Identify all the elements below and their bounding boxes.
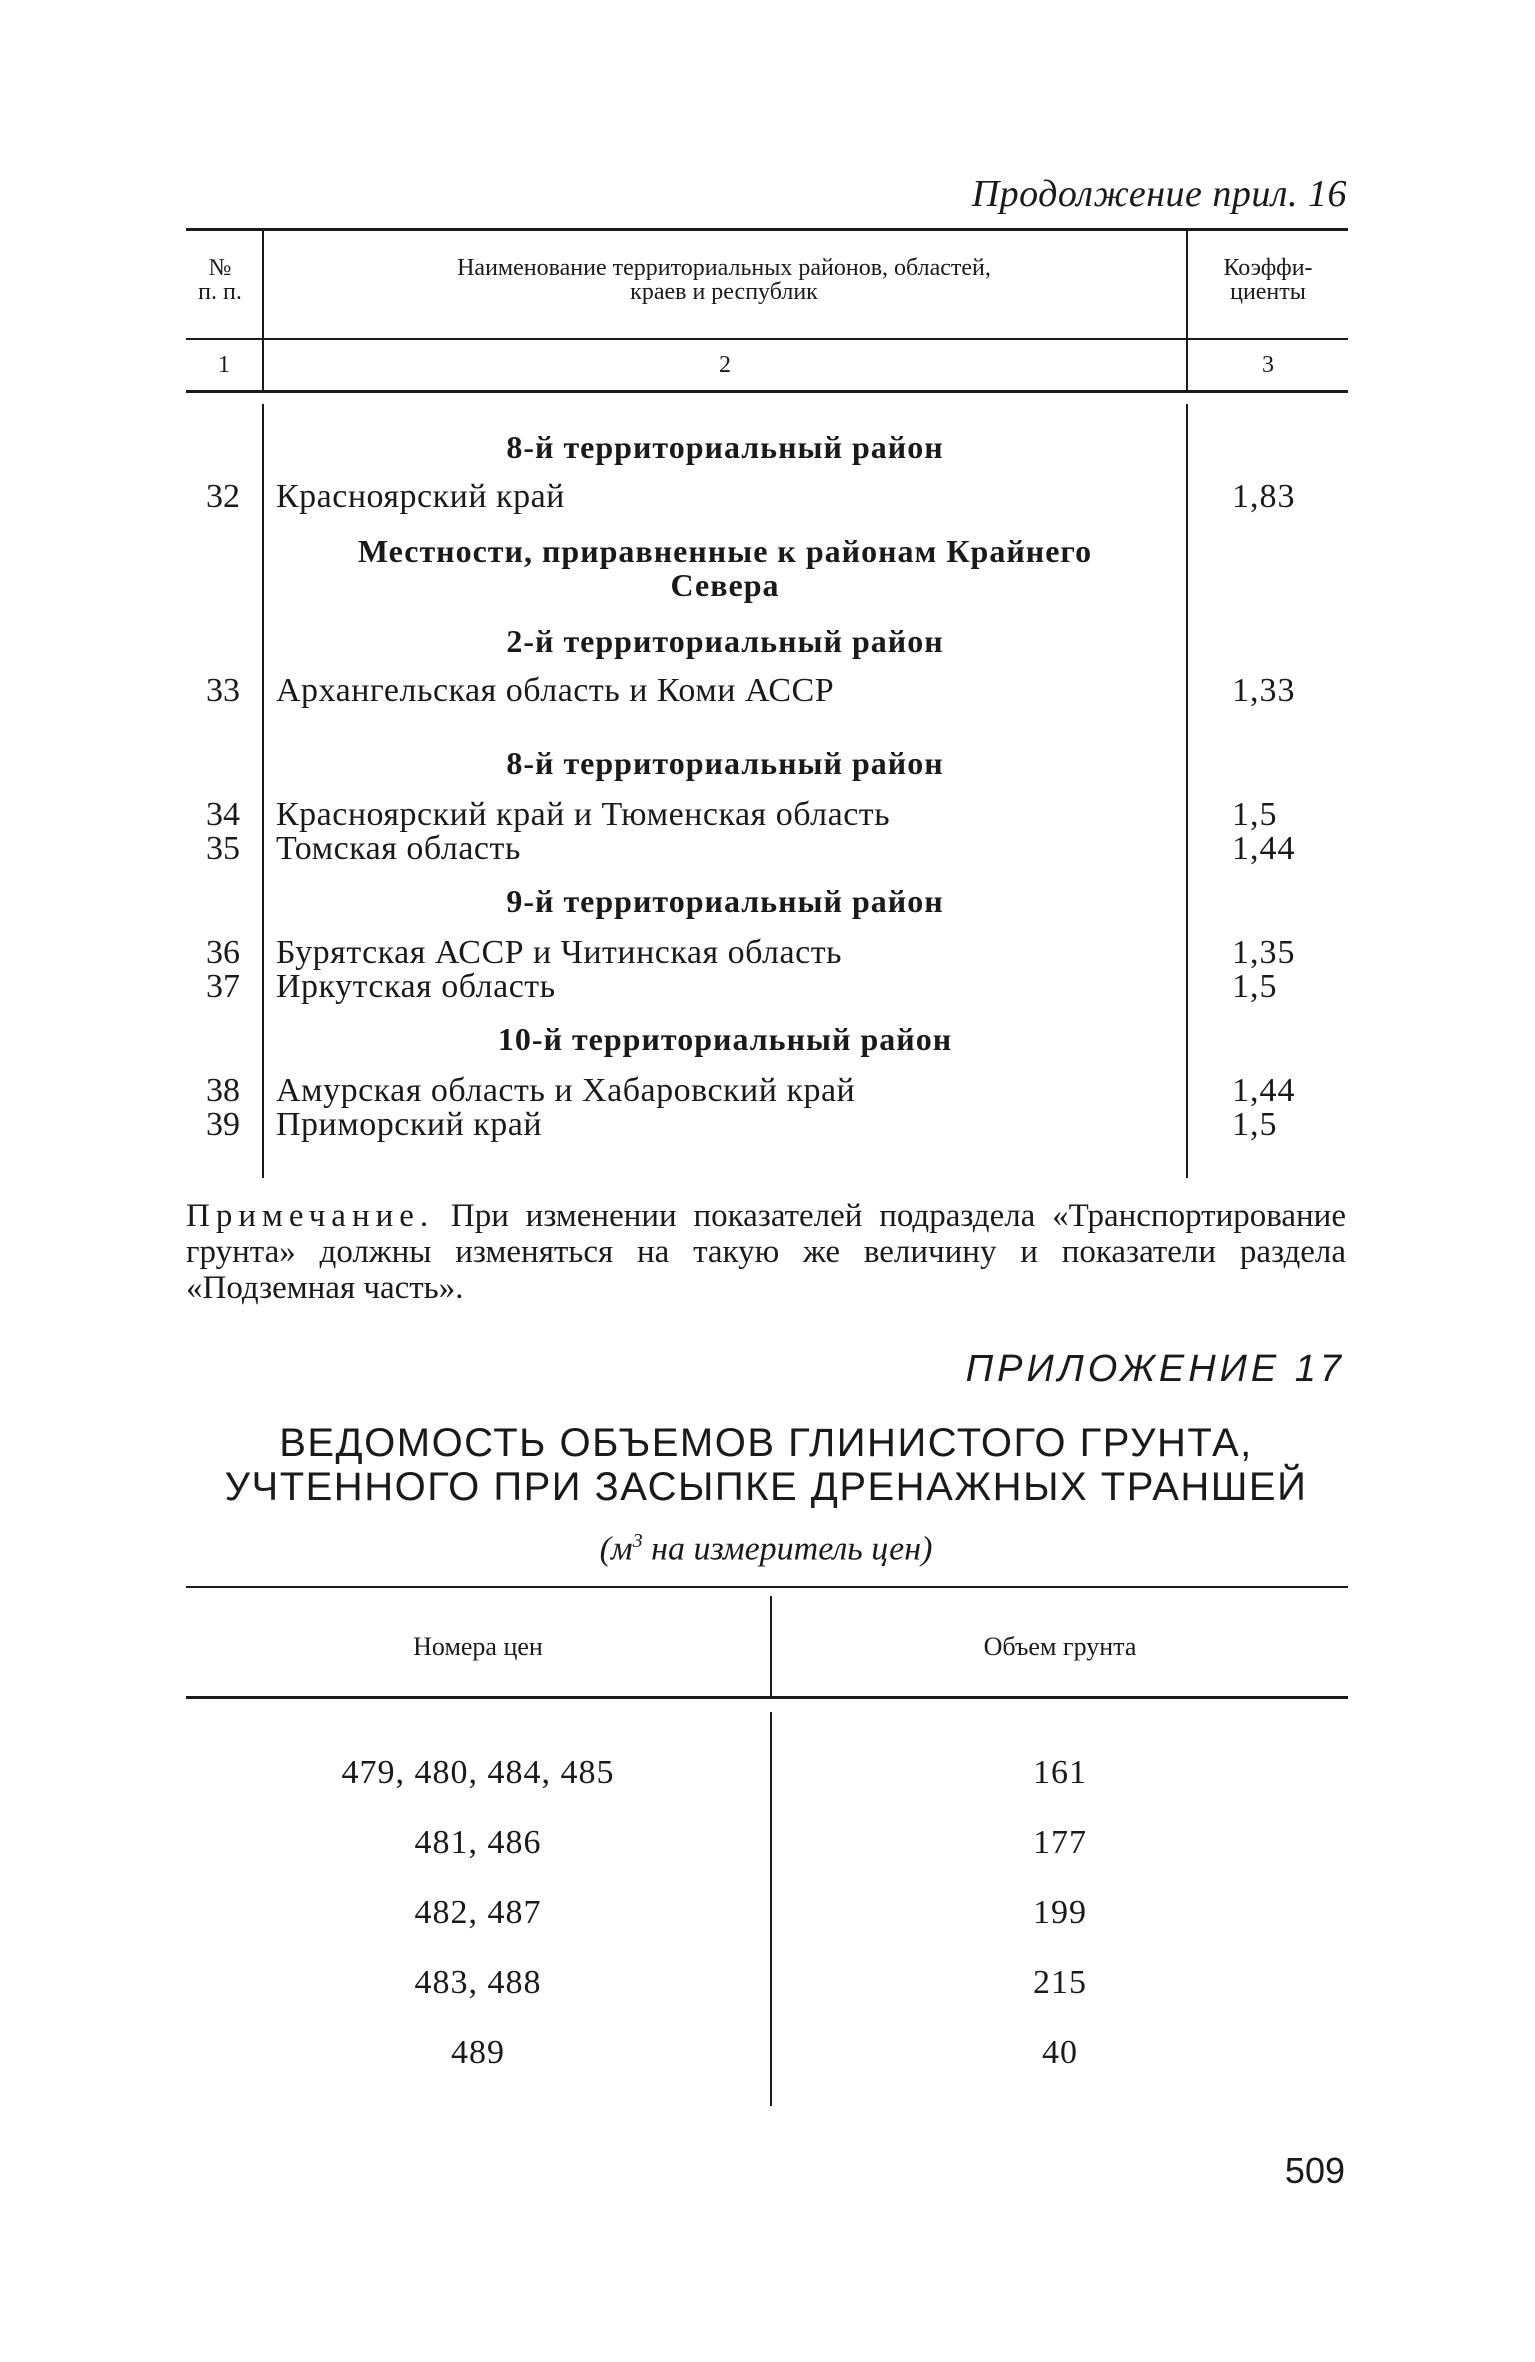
section-heading: 9-й территориальный район [506,883,944,919]
row-number: 39 [206,1106,240,1143]
table2-header-rule [186,1696,1348,1699]
soil-volume: 40 [1042,2034,1078,2071]
note-title: Примечание. [186,1198,435,1234]
row-number: 32 [206,478,240,515]
column-number-2: 2 [719,352,731,378]
section-heading: 2-й территориальный район [506,623,944,659]
row-coefficient: 1,44 [1232,830,1296,867]
price-numbers: 479, 480, 484, 485 [341,1754,615,1791]
price-numbers: 489 [451,2034,505,2071]
note [186,1198,1346,1306]
table1-col1-divider-body [262,404,264,1178]
row-number: 35 [206,830,240,867]
row-coefficient: 1,83 [1232,478,1296,515]
row-name: Томская область [276,830,521,867]
unit-caption [186,1530,1346,1568]
price-numbers: 482, 487 [414,1894,542,1931]
appendix-label: ПРИЛОЖЕНИЕ 17 [965,1348,1345,1390]
row-coefficient: 1,33 [1232,672,1296,709]
section-heading: Местности, приравненные к районам Крайнего Севера [357,533,1093,603]
header-num: № п. п. [198,255,242,305]
row-number: 38 [206,1072,240,1109]
header-name: Наименование территориальных районов, областей, краев и республик [457,255,991,305]
row-coefficient: 1,44 [1232,1072,1296,1109]
row-coefficient: 1,5 [1232,1106,1278,1143]
table1-col2-divider-body [1186,404,1188,1178]
soil-volume: 177 [1033,1824,1087,1861]
row-name: Красноярский край и Тюменская область [276,796,891,833]
unit-caption-prefix: (м [599,1530,633,1568]
row-number: 33 [206,672,240,709]
column-number-1: 1 [218,352,230,378]
header-volume: Объем грунта [983,1632,1137,1661]
row-number: 34 [206,796,240,833]
row-name: Приморский край [276,1106,543,1143]
table1-top-rule [186,228,1348,231]
section-heading: 8-й территориальный район [506,429,944,465]
soil-volume: 215 [1033,1964,1087,2001]
document-title-line-2: УЧТЕННОГО ПРИ ЗАСЫПКЕ ДРЕНАЖНЫХ ТРАНШЕЙ [224,1465,1308,1509]
row-number: 37 [206,968,240,1005]
row-coefficient: 1,5 [1232,968,1278,1005]
unit-caption-suffix: на измеритель цен) [642,1530,933,1568]
section-heading: 8-й территориальный район [506,745,944,781]
page-number: 509 [1284,2150,1345,2191]
column-number-3: 3 [1262,352,1274,378]
continuation-label: Продолжение прил. 16 [971,173,1347,215]
row-name: Иркутская область [276,968,556,1005]
soil-volume: 161 [1033,1754,1087,1791]
row-name: Амурская область и Хабаровский край [276,1072,856,1109]
header-prices: Номера цен [413,1632,543,1661]
soil-volume: 199 [1033,1894,1087,1931]
row-coefficient: 1,35 [1232,934,1296,971]
document-title-line-1: ВЕДОМОСТЬ ОБЪЕМОВ ГЛИНИСТОГО ГРУНТА, [279,1421,1253,1465]
note-text: При изменении показателей подраздела «Транспортирование грунта» должны изменяться на такую же величину и показатели раздела «Подземная часть». [186,1198,1346,1306]
table2-top-rule [186,1586,1348,1588]
price-numbers: 481, 486 [414,1824,542,1861]
section-heading: 10-й территориальный район [497,1021,953,1057]
row-name: Бурятская АССР и Читинская область [276,934,843,971]
row-name: Красноярский край [276,478,565,515]
header-coef: Коэффи- циенты [1223,255,1313,305]
table1-header-rule [186,338,1348,340]
row-coefficient: 1,5 [1232,796,1278,833]
row-number: 36 [206,934,240,971]
table1-colnum-rule [186,390,1348,393]
row-name: Архангельская область и Коми АССР [276,672,835,709]
unit-caption-superscript: 3 [632,1530,643,1552]
price-numbers: 483, 488 [414,1964,542,2001]
